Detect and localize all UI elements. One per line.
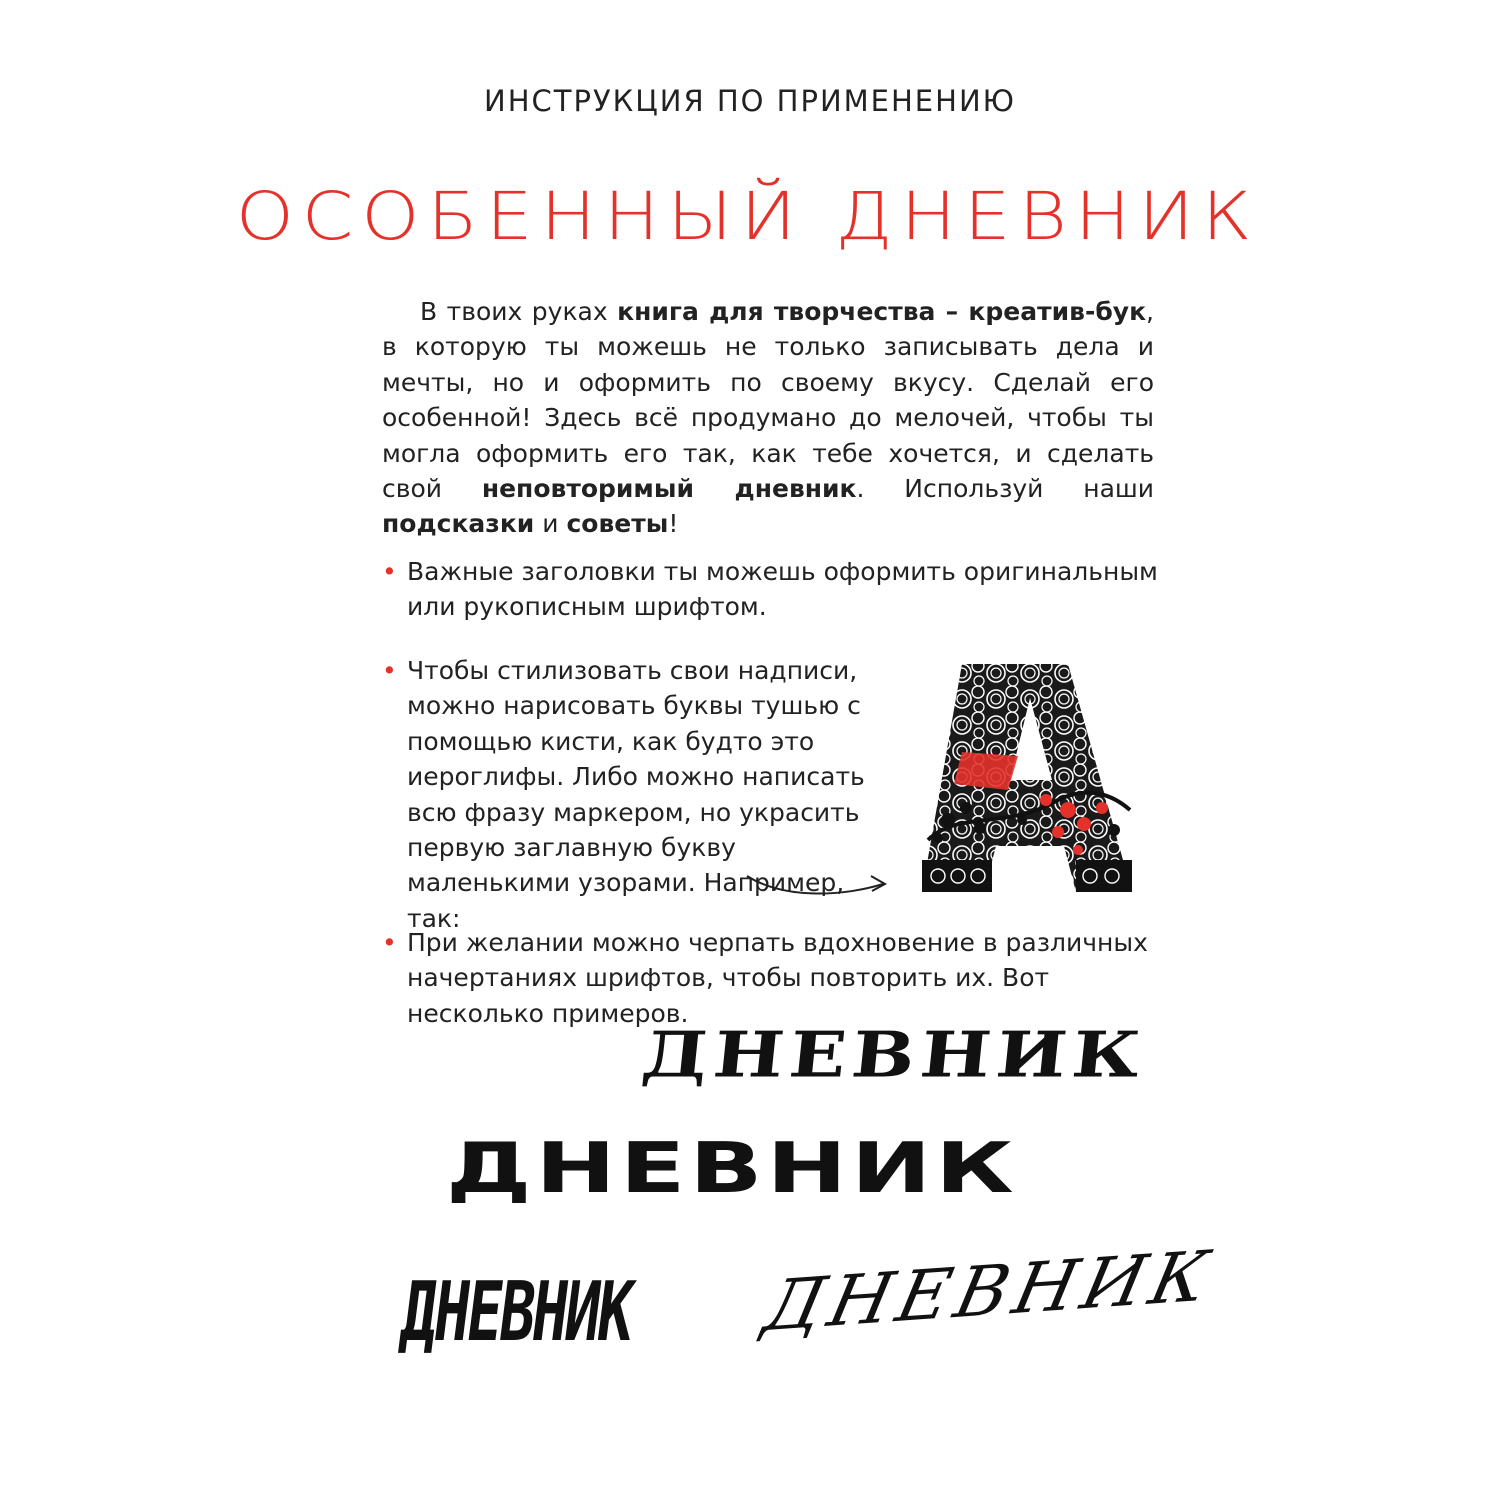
font-sample-handwritten: ДНЕВНИК [757, 1234, 1222, 1348]
intro-paragraph: В твоих руках книга для творчества – креатив-бук, в которую ты можешь не только записывать дела и мечты, но и оформить по своему вкусу. Сделай его особенной! Здесь всё продумано до мелочей, чтобы ты могла оформить его так, как тебе хочется, и сделать свой неповторимый дневник. Используй наши подсказки и советы! [382, 297, 1155, 539]
page-title: ОСОБЕННЫЙ ДНЕВНИК [235, 178, 1260, 255]
arrow-icon [745, 866, 895, 902]
bullet-dot: • [382, 656, 397, 685]
decorated-letter-a-icon [918, 660, 1138, 896]
tip-item [382, 925, 1162, 1031]
tip-text: Чтобы стилизовать свои надписи, можно нарисовать буквы тушью с помощью кисти, как будто это иероглифы. Либо можно написать всю фразу маркером, но украсить первую заглавную букву маленькими узорами. Например, так: [407, 656, 865, 933]
page-heading: ИНСТРУКЦИЯ ПО ПРИМЕНЕНИЮ [484, 84, 1016, 118]
font-sample-bold: ДНЕВНИК [446, 1128, 1018, 1209]
font-sample-condensed: ДНЕВНИК [395, 1265, 637, 1360]
tip-text: Важные заголовки ты можешь оформить оригинальным или рукописным шрифтом. [407, 557, 1158, 622]
tip-item [382, 554, 1162, 625]
tip-text: При желании можно черпать вдохновение в различных начертаниях шрифтов, чтобы повторить их. Вот несколько примеров. [407, 928, 1148, 1028]
font-sample-brush: ДНЕВНИК [638, 1018, 1150, 1092]
bullet-dot: • [382, 557, 397, 586]
bullet-dot: • [382, 928, 397, 957]
